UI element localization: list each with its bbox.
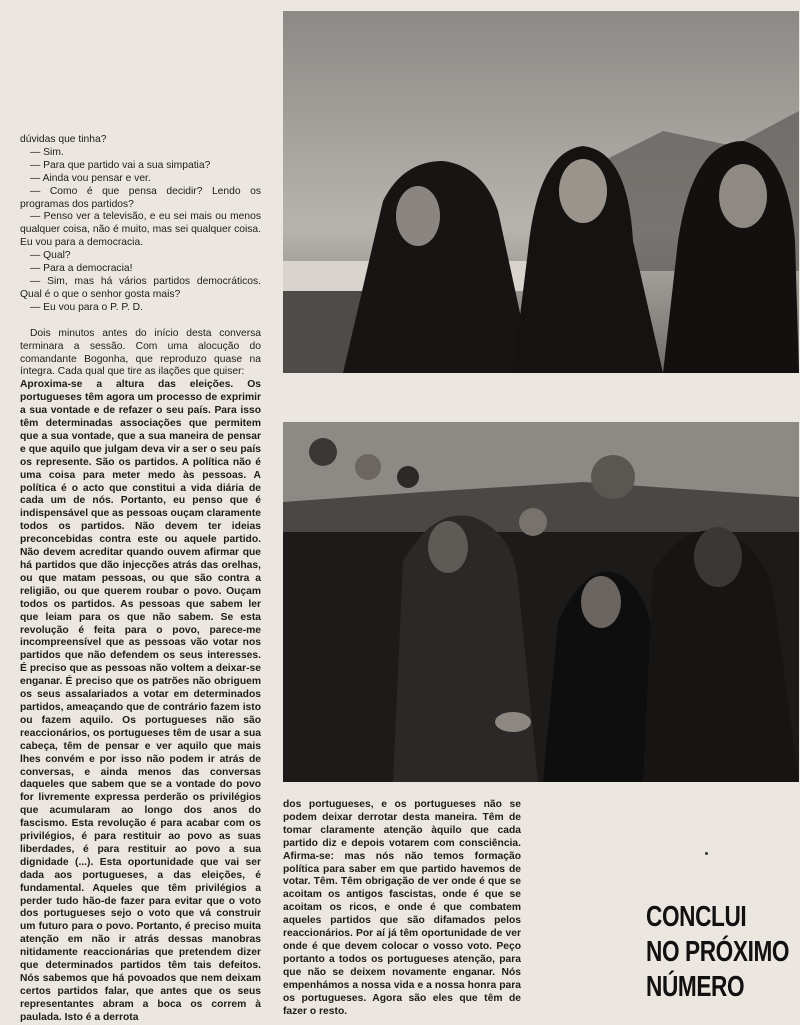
interview-line: — Sim. [30, 146, 64, 158]
interview-line: — Para que partido vai a sua simpatia? [30, 159, 211, 171]
soldier-crowd-photo [283, 422, 799, 782]
interview-line: — Sim, mas há vários partidos democráticos. Qual é o que o senhor gosta mais? [20, 275, 261, 300]
conclusion-line: NÚMERO [646, 971, 745, 1003]
interview-line: — Qual? [30, 250, 71, 262]
article-left-column [20, 134, 261, 1025]
ink-dot [705, 852, 708, 855]
interview-line: — Como é que pensa decidir? Lendo os programas dos partidos? [20, 185, 261, 210]
speech-continuation: dos portugueses, e os portugueses não se podem deixar derrotar desta maneira. Têm de tomar claramente atenção àquilo que cada partido diz e depois votarem com consciência. Afirma-se: mas nós não temos formação política para saber em que partido havemos de votar. Têm. Têm obrigação de ver onde é que se acoitam os antigos fascistas, onde é que se acoitam os ricos, e onde é que combatem aqueles partidos que são difamados pelos reaccionários. Por aí já têm oportunidade de ver onde é que devem colocar o vosso voto. Peço portanto a todos os portugueses atenção, para que não se deixem novamente enganar. Nós empenhámos a nossa vida e a nossa honra para os portugueses. Agora são eles que têm de fazer o resto. [283, 799, 521, 1017]
interview-line: — Ainda vou pensar e ver. [30, 172, 151, 184]
article-right-column [283, 799, 521, 1018]
interview-line: dúvidas que tinha? [20, 134, 107, 145]
to-be-continued-notice [646, 900, 790, 1005]
conclusion-line: NO PRÓXIMO [646, 936, 790, 968]
interview-line: — Para a democracia! [30, 263, 133, 275]
three-women-photo [283, 11, 799, 373]
interview-line: — Penso ver a televisão, e eu sei mais ou menos qualquer coisa, não é muito, mas sei qualquer coisa. Eu vou para a democracia. [20, 211, 261, 249]
speech-paragraph: Aproxima-se a altura das eleições. Os portugueses têm agora um processo de exprimir a sua vontade e de refazer o seu país. Para isso têm determinadas associações que permitem que a sua vontade, que a sua maneira de pensar e que aquilo que julgam deva vir a ser o seu país os represente. São os partidos. A política não é uma coisa para meter medo às pessoas. A política é o acto que constitui a vida diária de cada um de nós. Portanto, eu penso que é indispensável que as pessoas ouçam claramente todos os partidos. Não devem ter ideias preconcebidas contra este ou aquele partido. Não devem acreditar quando ouvem afirmar que há partidos que dão injecções atrás das orelhas, ou que matam pessoas, ou que são contra a religião, ou que querem roubar o povo. Ouçam todos os partidos. As pessoas que sabem ler que leiam para os que não sabem. Se esta revolução é feita para o povo, parece-me incompreensível que as pessoas vão votar nos partidos que não defendem os seus interesses. É preciso que as pessoas não voltem a deixar-se enganar. É preciso que os patrões não obriguem os seus assalariados a votar em determinados partidos, ameaçando que de contrário fazem isto ou fazem aquilo. Os portugueses não são reaccionários, os portugueses têm de usar a sua cabeça, têm de pensar e ver aquilo que mais lhes convém e por isso não podem ir atrás de conversas, e ainda menos das conversas daqueles que sabem que se a vontade do povo for livremente expressa perderão os privilégios que acumularam ao longo dos anos do fascismo. Esta revolução é para acabar com os privilégios, é para restituir ao povo as suas liberdades, é para restituir ao povo a sua dignidade (...). Esta oportunidade que vai ser dada aos portugueses, a das eleições, é fundamental. Aqueles que têm privilégios a perder tudo hão-de fazer para evitar que o voto dos portugueses sejo o voto que vá construir um futuro para o povo. Portanto, é preciso muita atenção em não ir atrás dessas manobras nitidamente reaccionárias que pretendem dizer que determinados partidos têm tais defeitos. Nós sabemos que há povoados que nem deixam certos partidos falar, que antes que os seus representantes abram a boca os correm à paulada. Isto é a derrota [20, 379, 261, 1023]
interview-line: — Eu vou para o P. P. D. [30, 301, 143, 313]
narration-paragraph: Dois minutos antes do início desta conversa terminara a sessão. Com uma alocução do comandante Bogonha, que reproduzo quase na íntegra. Cada qual que tire as ilações que quiser: [20, 327, 261, 378]
conclusion-line: CONCLUI [646, 901, 747, 933]
photo-bottom [283, 422, 799, 782]
photo-top [283, 11, 799, 373]
